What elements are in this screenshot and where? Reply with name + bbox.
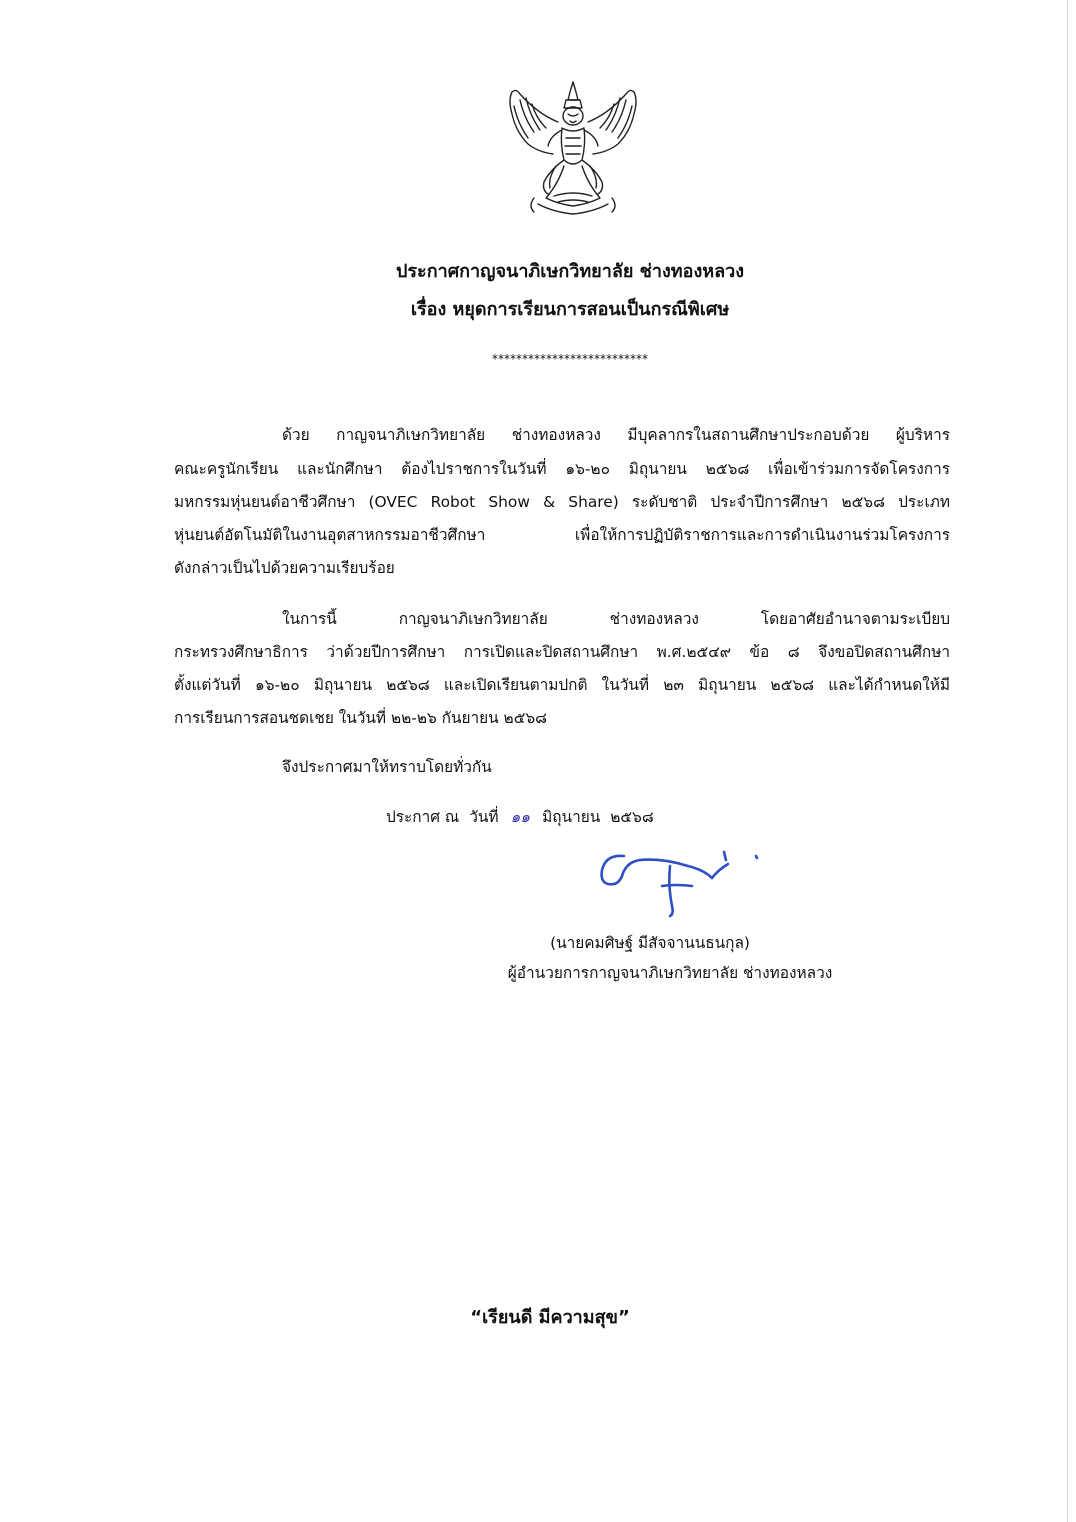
school-motto: “เรียนดี มีความสุข” xyxy=(470,1307,630,1328)
paragraph-2-line-3: ตั้งแต่วันที่ ๑๖-๒๐ มิถุนายน ๒๕๖๘ และเปิดเรียนตามปกติ ในวันที่ ๒๓ มิถุนายน ๒๕๖๘ และได้กำหนดให้มี xyxy=(174,676,950,694)
handwritten-signature xyxy=(592,842,772,922)
paragraph-1-line-5: ดังกล่าวเป็นไปด้วยความเรียบร้อย xyxy=(174,559,395,577)
announcement-title: ประกาศกาญจนาภิเษกวิทยาลัย ช่างทองหลวง xyxy=(395,261,745,282)
date-day: ๑๑ xyxy=(510,808,531,826)
announcement-subject: เรื่อง หยุดการเรียนการสอนเป็นกรณีพิเศษ xyxy=(410,299,730,320)
date-day-label: วันที่ xyxy=(469,808,499,826)
paragraph-2-line-4: การเรียนการสอนชดเชย ในวันที่ ๒๒-๒๖ กันยายน ๒๕๖๘ xyxy=(174,709,547,727)
closing-sentence: จึงประกาศมาให้ทราบโดยทั่วกัน xyxy=(282,758,492,776)
signer-name: (นายคมศิษฐ์ มีสัจจานนธนกุล) xyxy=(550,934,750,952)
paragraph-1-line-4: หุ่นยนต์อัตโนมัติในงานอุตสาหกรรมอาชีวศึกษา เพื่อให้การปฏิบัติราชการและการดำเนินงานร่วมโครงการ xyxy=(174,526,950,544)
page-edge-line xyxy=(1067,0,1068,1522)
date-prefix: ประกาศ ณ xyxy=(386,808,460,826)
signer-position: ผู้อำนวยการกาญจนาภิเษกวิทยาลัย ช่างทองหลวง xyxy=(507,964,833,982)
paragraph-2-line-2: กระทรวงศึกษาธิการ ว่าด้วยปีการศึกษา การเปิดและปิดสถานศึกษา พ.ศ.๒๕๔๙ ข้อ ๘ จึงขอปิดสถานศึกษา xyxy=(174,643,950,661)
date-year: ๒๕๖๘ xyxy=(610,808,654,826)
paragraph-1-line-3: มหกรรมหุ่นยนต์อาชีวศึกษา (OVEC Robot Show & Share) ระดับชาติ ประจำปีการศึกษา ๒๕๖๘ ประเภท xyxy=(174,493,950,511)
paragraph-1-line-2: คณะครูนักเรียน และนักศึกษา ต้องไปราชการในวันที่ ๑๖-๒๐ มิถุนายน ๒๕๖๘ เพื่อเข้าร่วมการจัดโครงการ xyxy=(174,460,950,478)
announcement-date xyxy=(386,806,654,828)
separator-stars: ************************** xyxy=(492,352,648,366)
date-month: มิถุนายน xyxy=(542,808,601,826)
paragraph-2-line-1: ในการนี้ กาญจนาภิเษกวิทยาลัย ช่างทองหลวง โดยอาศัยอำนาจตามระเบียบ xyxy=(282,610,950,628)
garuda-emblem-icon xyxy=(498,74,648,224)
paragraph-1-line-1: ด้วย กาญจนาภิเษกวิทยาลัย ช่างทองหลวง มีบุคลากรในสถานศึกษาประกอบด้วย ผู้บริหาร xyxy=(282,426,950,444)
